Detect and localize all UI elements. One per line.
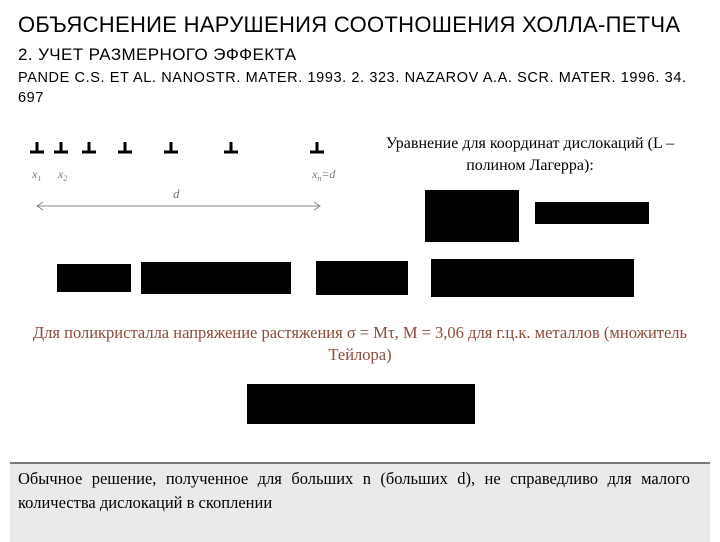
- equation-image: [425, 190, 519, 242]
- equation-image: [247, 384, 475, 424]
- equation-caption: Уравнение для координат дислокаций (L – полином Лагерра):: [385, 135, 675, 174]
- conclusion-text: Обычное решение, полученное для больших n (больших d), не справедливо для малого количества дислокаций в скоплении: [18, 469, 690, 512]
- dislocation-symbol: [82, 142, 96, 152]
- label-x2: $x_2$: [58, 167, 68, 183]
- equation-image: [57, 264, 131, 292]
- dislocation-symbol: [310, 142, 324, 152]
- dislocation-symbols: [30, 142, 324, 152]
- label-xn: $x_n=d$: [312, 167, 336, 183]
- distance-arrow: [37, 202, 320, 210]
- slide-title: ОБЪЯСНЕНИЕ НАРУШЕНИЯ СООТНОШЕНИЯ ХОЛЛА-ПЕТЧА: [18, 12, 681, 37]
- dislocation-symbol: [224, 142, 238, 152]
- equation-image: [431, 259, 634, 297]
- dislocation-symbol: [164, 142, 178, 152]
- references: PANDE C.S. ET AL. NANOSTR. MATER. 1993. 2. 323. NAZAROV A.A. SCR. MATER. 1996. 34. 697: [18, 70, 687, 106]
- equation-image: [141, 262, 291, 294]
- polycrystal-note: Для поликристалла напряжение растяжения σ = Mτ, M = 3,06 для г.ц.к. металлов (множитель Тейлора): [32, 323, 688, 364]
- dislocation-symbol: [30, 142, 44, 152]
- dislocation-pileup-diagram: [18, 140, 358, 220]
- label-d: d: [173, 186, 180, 201]
- label-x1: $x_1$: [32, 167, 42, 183]
- dislocation-symbol: [54, 142, 68, 152]
- slide-subtitle: 2. УЧЕТ РАЗМЕРНОГО ЭФФЕКТА: [18, 45, 297, 64]
- dislocation-symbol: [118, 142, 132, 152]
- equation-image: [535, 202, 649, 224]
- equation-image: [316, 261, 408, 295]
